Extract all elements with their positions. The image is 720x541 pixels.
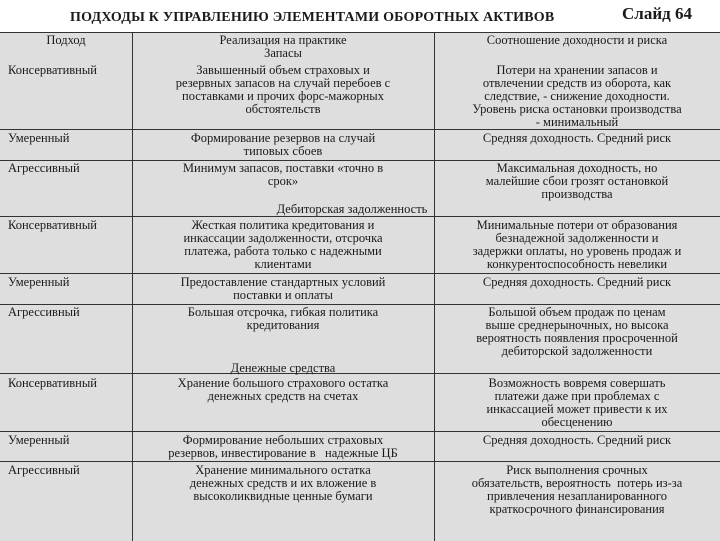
row-divider — [0, 461, 720, 462]
risk-cell: Средняя доходность. Средний риск — [482, 433, 672, 447]
risk-cell: Средняя доходность. Средний риск — [482, 131, 672, 145]
practice-cell: Жесткая политика кредитования и инкассации задолженности, отсрочка платежа, работа только с надежными клиентами — [183, 218, 383, 271]
practice-cell: Формирование небольших страховых резервов, инвестирование в надежные ЦБ — [168, 433, 398, 460]
section-title-cash: Денежные средства — [230, 361, 336, 375]
risk-cell: Большой объем продаж по ценам выше среднерыночных, но высока вероятность появления просроченной дебиторской задолженности — [476, 305, 678, 358]
risk-cell: Потери на хранении запасов и отвлечении средств из оборота, как следствие, - снижение доходности. Уровень риска остановки производства - минимальный — [472, 63, 682, 129]
header-risk: Соотношение доходности и риска — [486, 33, 668, 47]
risk-cell: Возможность вовремя совершать платежи даже при проблемах с инкассацией может привести к их обесценению — [486, 376, 668, 429]
row-divider — [0, 431, 720, 432]
slide-number: Слайд 64 — [622, 4, 692, 23]
risk-cell: Риск выполнения срочных обязательств, вероятность потерь из-за привлечения незапланированного краткосрочного финансирования — [471, 463, 683, 516]
approach-cell: Умеренный — [8, 131, 70, 145]
approach-cell: Умеренный — [8, 433, 70, 447]
approach-cell: Агрессивный — [8, 305, 80, 319]
practice-cell: Хранение минимального остатка денежных средств и их вложение в высоколиквидные ценные бумаги — [189, 463, 377, 503]
approach-cell: Умеренный — [8, 275, 70, 289]
practice-cell: Большая отсрочка, гибкая политика кредитования — [187, 305, 379, 332]
practice-cell: Минимум запасов, поставки «точно в срок» — [182, 161, 384, 188]
approach-cell: Консервативный — [8, 218, 97, 232]
practice-cell: Хранение большого страхового остатка денежных средств на счетах — [177, 376, 389, 403]
risk-cell: Минимальные потери от образования безнадежной задолженности и задержки оплаты, но уровень продаж и конкурентоспособность невелики — [472, 218, 682, 271]
slide-header — [0, 0, 720, 32]
slide-title: ПОДХОДЫ К УПРАВЛЕНИЮ ЭЛЕМЕНТАМИ ОБОРОТНЫХ АКТИВОВ — [70, 10, 555, 25]
risk-cell: Максимальная доходность, но малейшие сбои грозят остановкой производства — [485, 161, 669, 201]
row-divider — [0, 216, 720, 217]
practice-cell: Формирование резервов на случай типовых сбоев — [190, 131, 376, 158]
row-divider — [0, 273, 720, 274]
practice-cell: Предоставление стандартных условий поставки и оплаты — [180, 275, 386, 302]
header-practice: Реализация на практике — [219, 33, 347, 47]
approach-cell: Консервативный — [8, 376, 97, 390]
section-title-inventory: Запасы — [264, 46, 302, 60]
risk-cell: Средняя доходность. Средний риск — [482, 275, 672, 289]
approach-cell: Консервативный — [8, 63, 97, 77]
practice-cell: Завышенный объем страховых и резервных запасов на случай перебоев с поставками и прочих форс-мажорных обстоятельств — [175, 63, 391, 116]
header-approach: Подход — [46, 33, 86, 47]
row-divider — [0, 129, 720, 130]
section-title-receivables: Дебиторская задолженность — [276, 202, 428, 216]
approach-cell: Агрессивный — [8, 463, 80, 477]
approaches-table — [0, 32, 720, 541]
approach-cell: Агрессивный — [8, 161, 80, 175]
